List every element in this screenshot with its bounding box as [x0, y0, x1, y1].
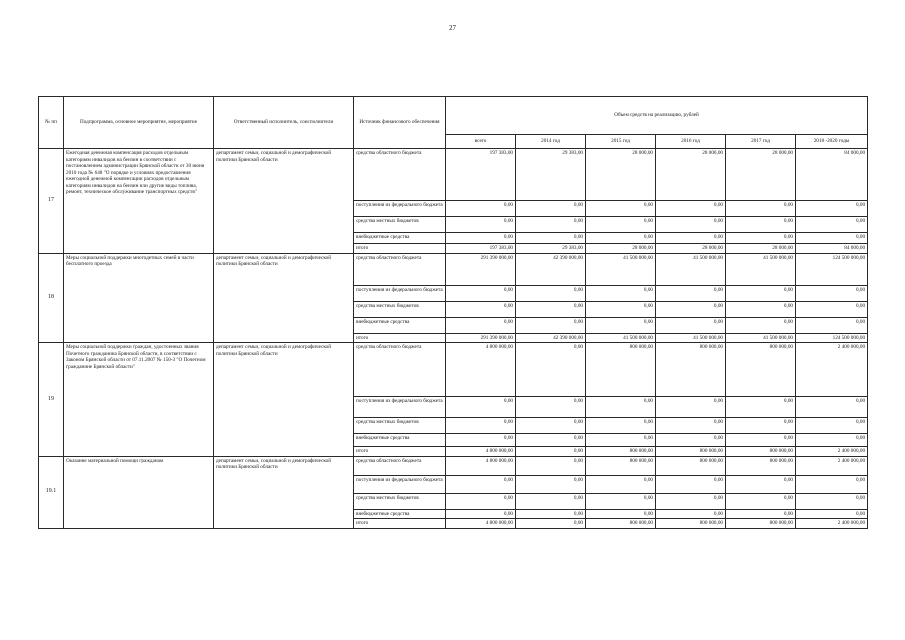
amount-cell: 0,00 — [516, 201, 586, 217]
header-year: 2015 год — [586, 135, 656, 149]
amount-cell: 29 383,00 — [516, 244, 586, 254]
header-year: 2018 -2020 годы — [796, 135, 868, 149]
measure-name: Ежегодная денежная компенсация расходов отдельным категориям инвалидов на бензин в соответствии с постановлением администрации Брянской области от 30 июня 2010 года № 648 "О порядке и условиях предоставления ежегодной денежной компенсации расходов отдельным категориям инвалидов на бензин или другие виды топлива, ремонт, техническое обслуживание транспортных средств" — [64, 149, 214, 254]
amount-cell: 0,00 — [726, 233, 796, 244]
amount-cell: 0,00 — [516, 233, 586, 244]
funding-source: средства местных бюджетов — [354, 217, 446, 233]
budget-table — [38, 96, 868, 529]
amount-cell: 0,00 — [656, 233, 726, 244]
amount-cell: 0,00 — [586, 201, 656, 217]
amount-cell: 0,00 — [446, 201, 516, 217]
measure-name: Оказание материальной помощи гражданам — [64, 456, 214, 528]
funding-source: внебюджетные средства — [354, 233, 446, 244]
amount-cell: 84 000,00 — [796, 149, 868, 201]
header-volume: Объем средств на реализацию, рублей — [446, 97, 868, 135]
executor-name: департамент семьи, социальной и демографической политики Брянской области — [214, 253, 354, 343]
executor-name: департамент семьи, социальной и демографической политики Брянской области — [214, 343, 354, 457]
table-row — [39, 456, 868, 475]
amount-cell: 800 000,00 — [726, 456, 796, 475]
amount-cell: 0,00 — [516, 456, 586, 475]
funding-source: поступления из федерального бюджета — [354, 475, 446, 493]
funding-source: средства областного бюджета — [354, 253, 446, 285]
amount-cell: 124 500 000,00 — [796, 253, 868, 285]
amount-cell: 0,00 — [656, 475, 726, 493]
funding-source: средства областного бюджета — [354, 149, 446, 201]
amount-cell: 2 400 000,00 — [796, 456, 868, 475]
amount-cell: 197 383,00 — [446, 244, 516, 254]
amount-cell: 0,00 — [446, 317, 516, 333]
amount-cell: 4 800 000,00 — [446, 343, 516, 397]
amount-cell: 0,00 — [516, 301, 586, 317]
header-year: 2017 год — [726, 135, 796, 149]
funding-source: внебюджетные средства — [354, 509, 446, 519]
amount-cell: 0,00 — [516, 397, 586, 418]
amount-cell: 0,00 — [796, 317, 868, 333]
amount-cell: 800 000,00 — [586, 519, 656, 529]
amount-cell: 800 000,00 — [586, 456, 656, 475]
amount-cell: 0,00 — [586, 285, 656, 301]
funding-source: итого — [354, 333, 446, 343]
amount-cell: 0,00 — [726, 217, 796, 233]
amount-cell: 0,00 — [446, 475, 516, 493]
amount-cell: 2 400 000,00 — [796, 343, 868, 397]
amount-cell: 0,00 — [656, 434, 726, 447]
amount-cell: 0,00 — [656, 285, 726, 301]
funding-source: поступления из федерального бюджета — [354, 285, 446, 301]
measure-name: Меры социальной поддержки граждан, удостоенных звания Почетного гражданина Брянской области, в соответствии с Законом Брянской области от 07.11.2007 № 150-З "О Почетном гражданине Брянской области" — [64, 343, 214, 457]
amount-cell: 28 000,00 — [656, 149, 726, 201]
amount-cell: 0,00 — [446, 493, 516, 509]
header-measure: Подпрограмма, основное мероприятие, мероприятие — [64, 97, 214, 149]
amount-cell: 800 000,00 — [726, 343, 796, 397]
amount-cell: 4 800 000,00 — [446, 456, 516, 475]
amount-cell: 0,00 — [516, 317, 586, 333]
amount-cell: 0,00 — [446, 301, 516, 317]
amount-cell: 28 000,00 — [656, 244, 726, 254]
table-header — [39, 97, 868, 149]
amount-cell: 0,00 — [796, 418, 868, 434]
amount-cell: 41 500 000,00 — [656, 253, 726, 285]
funding-source: итого — [354, 519, 446, 529]
funding-source: средства местных бюджетов — [354, 418, 446, 434]
amount-cell: 0,00 — [796, 233, 868, 244]
amount-cell: 0,00 — [656, 397, 726, 418]
amount-cell: 0,00 — [726, 285, 796, 301]
amount-cell: 0,00 — [586, 217, 656, 233]
funding-source: внебюджетные средства — [354, 434, 446, 447]
funding-source: итого — [354, 447, 446, 457]
amount-cell: 41 500 000,00 — [656, 333, 726, 343]
amount-cell: 0,00 — [796, 301, 868, 317]
table-row — [39, 253, 868, 285]
amount-cell: 800 000,00 — [586, 447, 656, 457]
amount-cell: 4 800 000,00 — [446, 447, 516, 457]
amount-cell: 800 000,00 — [656, 343, 726, 397]
page-number: 27 — [449, 24, 456, 32]
amount-cell: 0,00 — [586, 434, 656, 447]
amount-cell: 800 000,00 — [726, 519, 796, 529]
funding-source: поступления из федерального бюджета — [354, 201, 446, 217]
amount-cell: 0,00 — [796, 201, 868, 217]
amount-cell: 0,00 — [726, 418, 796, 434]
funding-source: итого — [354, 244, 446, 254]
amount-cell: 2 400 000,00 — [796, 447, 868, 457]
funding-source: внебюджетные средства — [354, 317, 446, 333]
amount-cell: 0,00 — [586, 233, 656, 244]
amount-cell: 0,00 — [656, 317, 726, 333]
amount-cell: 0,00 — [726, 493, 796, 509]
amount-cell: 197 383,00 — [446, 149, 516, 201]
amount-cell: 29 383,00 — [516, 149, 586, 201]
amount-cell: 0,00 — [726, 201, 796, 217]
amount-cell: 41 500 000,00 — [726, 253, 796, 285]
funding-source: средства областного бюджета — [354, 343, 446, 397]
amount-cell: 0,00 — [656, 509, 726, 519]
amount-cell: 0,00 — [516, 475, 586, 493]
amount-cell: 4 800 000,00 — [446, 519, 516, 529]
amount-cell: 2 400 000,00 — [796, 519, 868, 529]
amount-cell: 0,00 — [516, 343, 586, 397]
row-number: 17 — [39, 149, 64, 254]
amount-cell: 41 500 000,00 — [586, 253, 656, 285]
row-number: 19 — [39, 343, 64, 457]
amount-cell: 0,00 — [586, 397, 656, 418]
amount-cell: 0,00 — [656, 217, 726, 233]
amount-cell: 0,00 — [796, 493, 868, 509]
amount-cell: 800 000,00 — [656, 447, 726, 457]
amount-cell: 0,00 — [586, 493, 656, 509]
executor-name: департамент семьи, социальной и демографической политики Брянской области — [214, 456, 354, 528]
amount-cell: 0,00 — [446, 217, 516, 233]
funding-source: средства местных бюджетов — [354, 301, 446, 317]
amount-cell: 28 000,00 — [586, 149, 656, 201]
amount-cell: 291 390 000,00 — [446, 333, 516, 343]
amount-cell: 0,00 — [656, 418, 726, 434]
amount-cell: 291 390 000,00 — [446, 253, 516, 285]
header-number: № пп — [39, 97, 64, 149]
amount-cell: 0,00 — [726, 317, 796, 333]
amount-cell: 28 000,00 — [726, 244, 796, 254]
amount-cell: 800 000,00 — [586, 343, 656, 397]
amount-cell: 42 390 000,00 — [516, 253, 586, 285]
amount-cell: 0,00 — [516, 418, 586, 434]
measure-name: Меры социальной поддержки многодетных семей в части бесплатного проезда — [64, 253, 214, 343]
amount-cell: 0,00 — [656, 201, 726, 217]
row-number: 19.1 — [39, 456, 64, 528]
amount-cell: 28 000,00 — [726, 149, 796, 201]
amount-cell: 0,00 — [796, 509, 868, 519]
amount-cell: 0,00 — [796, 434, 868, 447]
amount-cell: 0,00 — [726, 301, 796, 317]
funding-source: средства местных бюджетов — [354, 493, 446, 509]
amount-cell: 0,00 — [586, 317, 656, 333]
amount-cell: 0,00 — [516, 509, 586, 519]
amount-cell: 0,00 — [446, 418, 516, 434]
amount-cell: 41 500 000,00 — [586, 333, 656, 343]
amount-cell: 0,00 — [796, 475, 868, 493]
amount-cell: 41 500 000,00 — [726, 333, 796, 343]
amount-cell: 0,00 — [446, 397, 516, 418]
amount-cell: 0,00 — [656, 493, 726, 509]
amount-cell: 0,00 — [586, 475, 656, 493]
amount-cell: 0,00 — [726, 509, 796, 519]
header-year: всего — [446, 135, 516, 149]
amount-cell: 800 000,00 — [656, 456, 726, 475]
amount-cell: 0,00 — [586, 301, 656, 317]
header-executor: Ответственный исполнитель, соисполнители — [214, 97, 354, 149]
amount-cell: 0,00 — [726, 475, 796, 493]
amount-cell: 0,00 — [726, 397, 796, 418]
table-row — [39, 149, 868, 201]
table-body — [39, 149, 868, 529]
amount-cell: 0,00 — [796, 217, 868, 233]
amount-cell: 0,00 — [796, 397, 868, 418]
amount-cell: 800 000,00 — [656, 519, 726, 529]
amount-cell: 0,00 — [516, 434, 586, 447]
table-row — [39, 343, 868, 397]
amount-cell: 0,00 — [516, 285, 586, 301]
funding-source: средства областного бюджета — [354, 456, 446, 475]
header-source: Источник финансового обеспечения — [354, 97, 446, 149]
amount-cell: 124 500 000,00 — [796, 333, 868, 343]
amount-cell: 0,00 — [516, 519, 586, 529]
amount-cell: 0,00 — [796, 285, 868, 301]
amount-cell: 0,00 — [656, 301, 726, 317]
executor-name: департамент семьи, социальной и демографической политики Брянской области — [214, 149, 354, 254]
amount-cell: 84 000,00 — [796, 244, 868, 254]
header-year: 2016 год — [656, 135, 726, 149]
header-year: 2014 год — [516, 135, 586, 149]
amount-cell: 0,00 — [516, 447, 586, 457]
amount-cell: 0,00 — [516, 493, 586, 509]
funding-source: поступления из федерального бюджета — [354, 397, 446, 418]
amount-cell: 0,00 — [586, 509, 656, 519]
amount-cell: 28 000,00 — [586, 244, 656, 254]
amount-cell: 0,00 — [446, 509, 516, 519]
row-number: 18 — [39, 253, 64, 343]
amount-cell: 0,00 — [446, 233, 516, 244]
amount-cell: 0,00 — [726, 434, 796, 447]
amount-cell: 800 000,00 — [726, 447, 796, 457]
amount-cell: 0,00 — [586, 418, 656, 434]
amount-cell: 0,00 — [446, 285, 516, 301]
amount-cell: 0,00 — [516, 217, 586, 233]
amount-cell: 42 390 000,00 — [516, 333, 586, 343]
amount-cell: 0,00 — [446, 434, 516, 447]
